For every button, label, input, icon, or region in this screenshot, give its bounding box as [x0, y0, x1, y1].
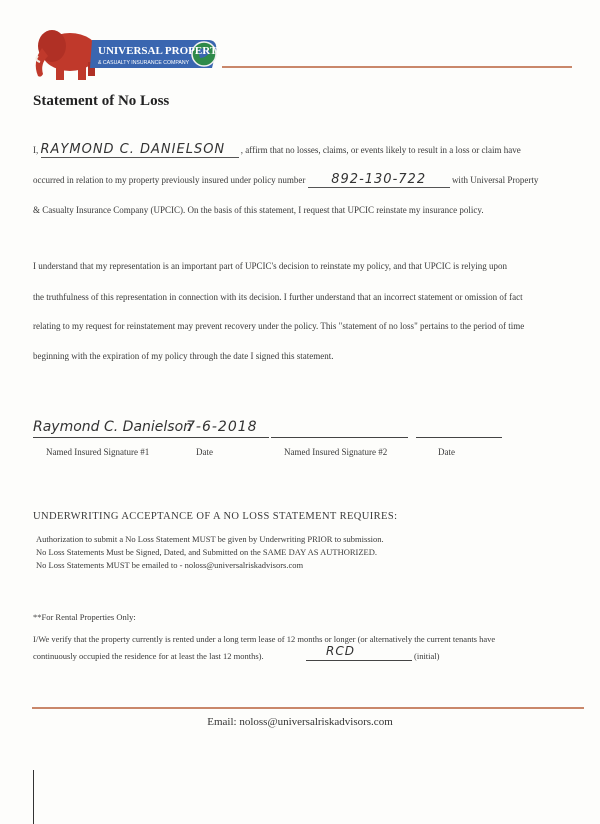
policy-number: 892-130-722	[308, 172, 450, 188]
label-date-1: Date	[196, 447, 213, 457]
label-date-2: Date	[438, 447, 455, 457]
signature-1: Raymond C. Danielson	[33, 419, 193, 435]
logo-brand-line1: UNIVERSAL PROPERTY	[98, 45, 220, 57]
para1-line1	[33, 142, 521, 158]
para1-line2	[33, 172, 538, 188]
para2-line1: I understand that my representation is an important part of UPCIC's decision to reinstate my policy, and that UPCIC is relying upon	[33, 261, 507, 271]
footer-email[interactable]: Email: noloss@universalriskadvisors.com	[207, 716, 393, 728]
initial-line	[306, 660, 412, 661]
elephant-icon	[30, 26, 220, 84]
rental-heading: **For Rental Properties Only:	[33, 612, 136, 622]
signature-line-2	[271, 437, 408, 438]
header-rule	[222, 66, 572, 68]
rental-line1: I/We verify that the property currently is rented under a long term lease of 12 months or longer (or alternatively the current tenants have	[33, 634, 496, 644]
date-line-2	[416, 437, 502, 438]
company-logo	[30, 26, 220, 84]
para1-after-name: , affirm that no losses, claims, or events likely to result in a loss or claim have	[240, 145, 521, 155]
rental-initials: RCD	[326, 644, 355, 658]
para2-line4: beginning with the expiration of my policy through the date I signed this statement.	[33, 351, 334, 361]
requirement-item: No Loss Statements MUST be emailed to - noloss@universalriskadvisors.com	[36, 560, 304, 570]
logo-brand-line2: & CASUALTY INSURANCE COMPANY	[98, 60, 190, 66]
rental-line2: continuously occupied the residence for at least the last 12 months).	[33, 651, 264, 661]
para1-line3: & Casualty Insurance Company (UPCIC). On the basis of this statement, I request that UPCIC reinstate my insurance policy.	[33, 205, 484, 215]
label-signature-1: Named Insured Signature #1	[46, 447, 150, 457]
insured-name: RAYMOND C. DANIELSON	[41, 142, 239, 158]
signed-date-1: 7-6-2018	[186, 419, 258, 435]
scan-edge	[33, 770, 34, 824]
footer-rule	[32, 707, 584, 709]
para1-lead: I,	[33, 145, 39, 155]
underwriting-heading: UNDERWRITING ACCEPTANCE OF A NO LOSS STATEMENT REQUIRES:	[33, 511, 398, 522]
para1-line2-before: occurred in relation to my property previously insured under policy number	[33, 175, 306, 185]
para2-line2: the truthfulness of this representation in connection with its decision. I further understand that an incorrect statement or omission of fact	[33, 292, 523, 302]
para1-line2-after: with Universal Property	[451, 175, 539, 185]
label-signature-2: Named Insured Signature #2	[284, 447, 388, 457]
requirement-item: No Loss Statements Must be Signed, Dated, and Submitted on the SAME DAY AS AUTHORIZED.	[36, 547, 378, 557]
initial-label: (initial)	[414, 651, 440, 661]
page-title: Statement of No Loss	[33, 93, 170, 109]
signature-line-1	[33, 437, 269, 438]
requirement-item: Authorization to submit a No Loss Statement MUST be given by Underwriting PRIOR to submission.	[36, 534, 384, 544]
para2-line3: relating to my request for reinstatement may prevent recovery under the policy. This "statement of no loss" pertains to the period of time	[33, 321, 525, 331]
